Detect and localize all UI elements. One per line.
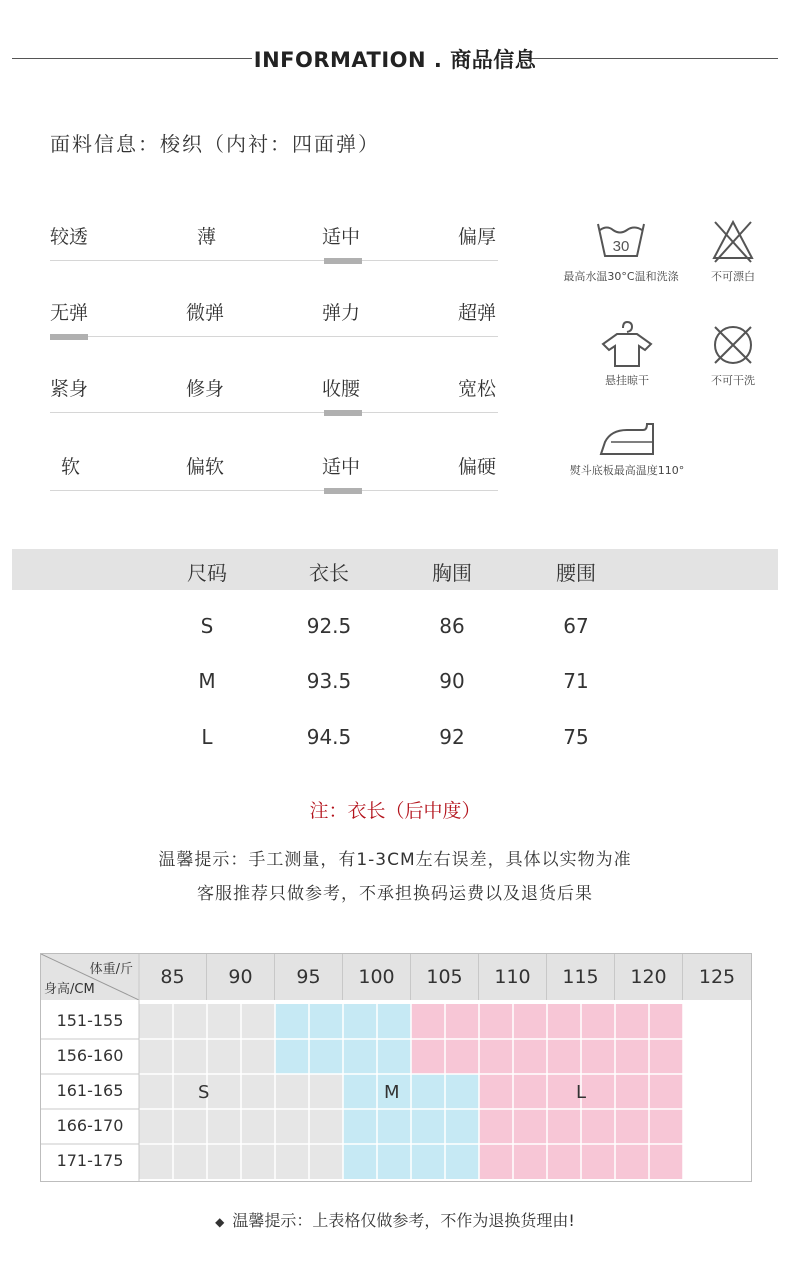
no-dryclean-icon [710,322,756,368]
size-table-header [12,549,778,590]
measure-tip: 温馨提示：手工测量，有1-3CM左右误差，具体以实物为准 [158,850,632,870]
scale-option: 偏厚 [458,226,497,248]
scale-rule [50,260,498,261]
care-no-dryclean-label: 不可干洗 [711,374,755,387]
weight-header: 115 [547,954,614,1000]
scale-option-selected: 无弹 [50,302,89,324]
scale-option: 偏硬 [458,456,497,478]
care-wash-label: 最高水温30°C温和洗涤 [563,270,679,283]
scale-option: 软 [61,456,81,478]
weight-header: 120 [615,954,682,1000]
size-cell: L [201,725,213,749]
scale-option: 弹力 [322,302,361,324]
weight-header: 105 [411,954,478,1000]
scale-marker [324,488,362,494]
size-cell: 92.5 [306,614,352,638]
size-cell: 92 [439,725,465,749]
size-cell: 94.5 [306,725,352,749]
height-row-label: 171-175 [56,1151,124,1170]
scale-option: 紧身 [50,378,89,400]
scale-option: 修身 [186,378,225,400]
diamond-bullet-icon: ◆ [215,1215,225,1229]
zone-label-m: M [384,1082,400,1103]
zone-label-l: L [576,1082,587,1103]
weight-header: 110 [479,954,546,1000]
size-cell: 93.5 [306,669,352,693]
no-bleach-icon [710,218,756,264]
weight-header: 125 [683,954,751,1000]
size-cell: 67 [563,614,589,638]
care-no-dryclean [700,322,766,388]
weight-header: 100 [343,954,410,1000]
size-recommendation-chart [40,953,752,1182]
care-iron [560,418,694,478]
scale-elasticity [50,298,498,338]
scale-rule [50,490,498,491]
scale-marker [50,334,88,340]
iron-icon [597,418,657,458]
hang-dry-icon [599,320,655,368]
scale-fit [50,374,498,414]
size-cell: 90 [439,669,465,693]
scale-rule [50,412,498,413]
care-hang-dry-label: 悬挂晾干 [605,374,649,387]
height-row-label: 166-170 [56,1116,124,1135]
weight-header: 90 [207,954,274,1000]
size-cell: 75 [563,725,589,749]
scale-option: 较透 [50,226,89,248]
chart-cell-lines [41,954,751,1181]
size-cell: 86 [439,614,465,638]
scale-marker [324,258,362,264]
size-header: 尺码 [187,561,227,585]
height-row-label: 151-155 [56,1011,124,1030]
length-note: 注：衣长（后中度） [309,800,481,822]
section-title: INFORMATION . 商品信息 [253,48,537,72]
care-no-bleach [700,218,766,284]
scale-rule [50,336,498,337]
weight-axis-label: 体重/斤 [89,962,133,977]
care-no-bleach-label: 不可漂白 [711,270,755,283]
weight-header: 95 [275,954,342,1000]
scale-option-selected: 适中 [322,226,361,248]
scale-option-selected: 适中 [322,456,361,478]
size-cell: S [200,614,214,638]
size-header: 衣长 [309,561,349,585]
height-row-label: 161-165 [56,1081,124,1100]
scale-option: 薄 [197,226,217,248]
scale-marker [324,410,362,416]
fabric-info: 面料信息：梭织（内衬：四面弹） [50,132,380,156]
weight-header: 85 [139,954,206,1000]
zone-label-s: S [198,1082,210,1103]
care-wash [550,218,692,284]
height-axis-label: 身高/CM [44,982,95,997]
service-tip: 客服推荐只做参考，不承担换码运费以及退货后果 [197,884,593,904]
size-cell: 71 [563,669,589,693]
wash-30-icon [595,218,647,264]
care-iron-label: 熨斗底板最高温度110° [569,464,685,477]
scale-option: 偏软 [186,456,225,478]
size-header: 腰围 [556,561,596,585]
scale-transparency [50,222,498,262]
scale-option: 微弹 [186,302,225,324]
svg-text:30: 30 [612,238,630,255]
height-row-label: 156-160 [56,1046,124,1065]
scale-option: 超弹 [458,302,497,324]
footer-tip [0,1208,790,1231]
scale-softness [50,452,498,492]
scale-option-selected: 收腰 [322,378,361,400]
size-header: 胸围 [432,561,472,585]
size-cell: M [198,669,216,693]
scale-option: 宽松 [458,378,497,400]
care-hang-dry [584,320,670,388]
footer-tip-text: 温馨提示：上表格仅做参考，不作为退换货理由! [232,1211,575,1230]
